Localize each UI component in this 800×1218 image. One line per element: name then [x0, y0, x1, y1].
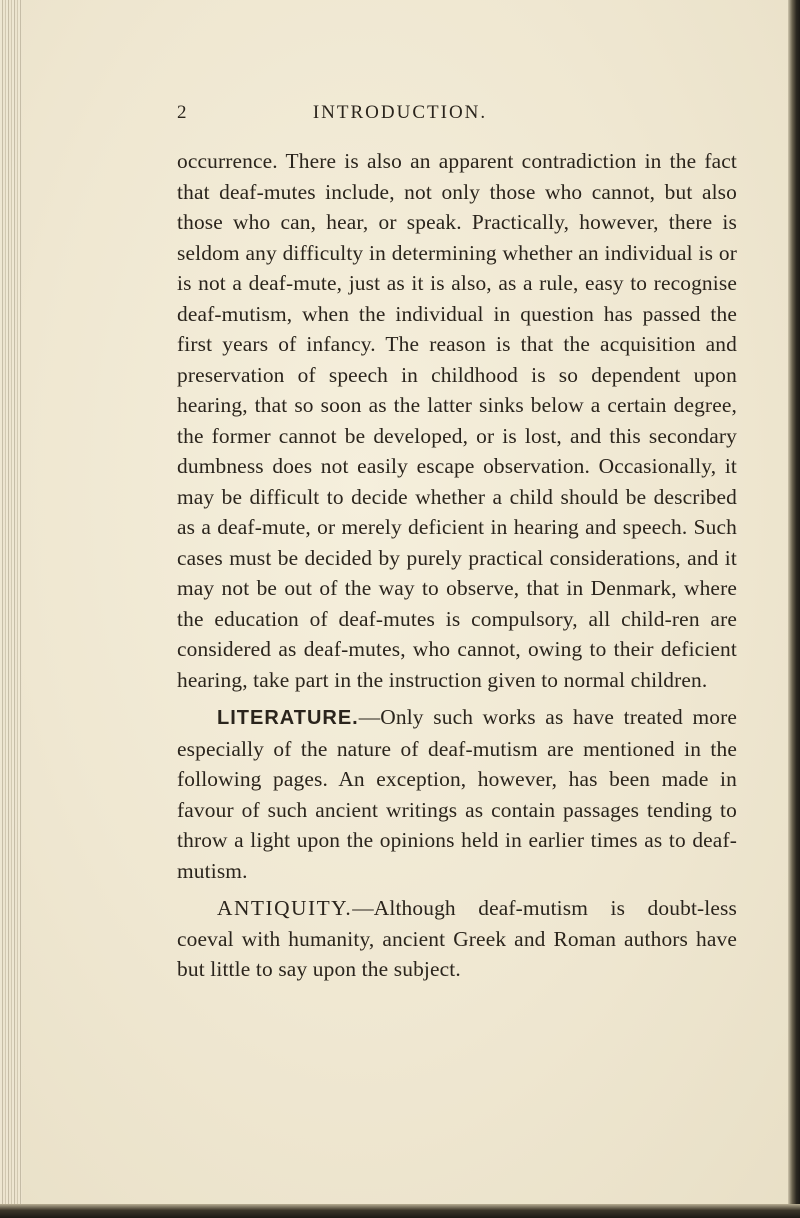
- right-page-edge: [788, 0, 800, 1218]
- running-title: INTRODUCTION.: [312, 102, 488, 123]
- section-lead-antiquity: ANTIQUITY.: [217, 896, 353, 920]
- page-number: 2: [177, 102, 189, 123]
- paragraph-text: occurrence. There is also an apparent contradiction in the fact that deaf-mutes include, not only those who cannot, but also those who can, hear, or speak. Practically, however, there is seldom any difficulty in determining whether an individual is or is not a deaf-mute, just as it is also, as a rule, easy to recognise deaf-mutism, when the individual in question has passed the first years of infancy. The reason is that the acquisition and preservation of speech in childhood is so dependent upon hearing, that so soon as the latter sinks below a certain degree, the former cannot be developed, or is lost, and this secondary dumbness does not easily escape observation. Occasionally, it may be difficult to decide whether a child should be described as a deaf-mute, or merely deficient in hearing and speech. Such cases must be decided by purely practical considerations, and it may not be out of the way to observe, that in Denmark, where the education of deaf-mutes is compulsory, all child-ren are considered as deaf-mutes, who cannot, owing to their deficient hearing, take part in the instruction given to normal children.: [177, 149, 737, 692]
- paragraph-continuation: [177, 146, 737, 695]
- paragraph-text: —Only such works as have treated more especially of the nature of deaf-mutism are mentioned in the following pages. An exception, however, has been made in favour of such ancient writings as contain passages tending to throw a light upon the opinions held in earlier times as to deaf-mutism.: [177, 705, 737, 883]
- paragraph-text: —Although deaf-mutism is doubt-less coeval with humanity, ancient Greek and Roman authors have but little to say upon the subject.: [177, 896, 737, 981]
- paragraph-antiquity: [177, 893, 737, 985]
- body-text: [177, 146, 737, 985]
- binding-edge: [0, 0, 22, 1218]
- bottom-page-edge: [0, 1204, 800, 1218]
- running-head: [0, 102, 800, 132]
- paragraph-literature: [177, 702, 737, 886]
- section-lead-literature: LITERATURE.: [217, 707, 359, 729]
